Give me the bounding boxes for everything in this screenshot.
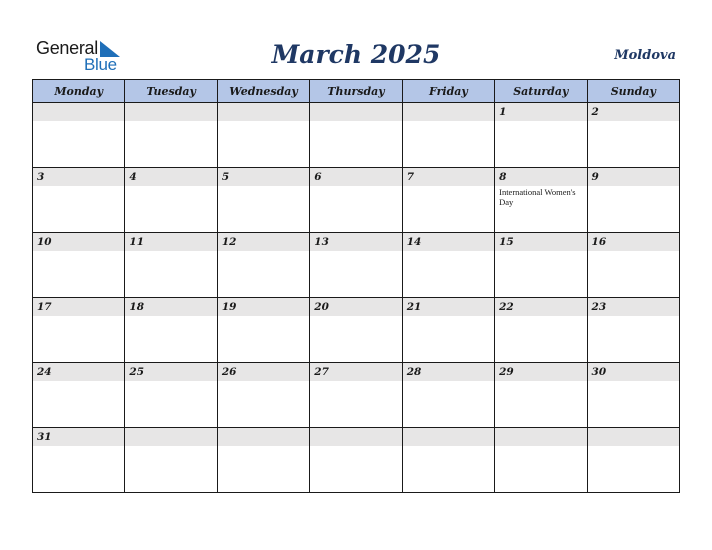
day-cell xyxy=(217,233,309,298)
calendar-grid xyxy=(32,79,680,493)
day-number xyxy=(495,428,586,446)
weekday-header: Tuesday xyxy=(125,80,217,103)
day-number: 14 xyxy=(403,233,494,251)
day-number xyxy=(218,428,309,446)
day-cell xyxy=(125,168,217,233)
logo-text-blue: Blue xyxy=(84,55,117,74)
country-label: Moldova xyxy=(614,48,676,63)
day-cell xyxy=(587,103,679,168)
day-number xyxy=(403,428,494,446)
day-number: 31 xyxy=(33,428,124,446)
day-cell xyxy=(495,233,587,298)
day-number: 28 xyxy=(403,363,494,381)
day-number: 17 xyxy=(33,298,124,316)
day-cell xyxy=(125,103,217,168)
day-cell xyxy=(125,428,217,493)
holiday-label: International Women's Day xyxy=(499,187,576,207)
day-number: 3 xyxy=(33,168,124,186)
week-row xyxy=(33,428,680,493)
day-number: 4 xyxy=(125,168,216,186)
day-cell xyxy=(495,428,587,493)
day-number: 1 xyxy=(495,103,586,121)
day-cell xyxy=(125,233,217,298)
day-cell xyxy=(402,298,494,363)
weekday-header: Monday xyxy=(33,80,125,103)
week-row xyxy=(33,103,680,168)
day-cell xyxy=(310,103,402,168)
day-cell xyxy=(495,298,587,363)
weekday-header: Sunday xyxy=(587,80,679,103)
weekday-header: Saturday xyxy=(495,80,587,103)
day-cell xyxy=(310,428,402,493)
day-number: 7 xyxy=(403,168,494,186)
weekday-header: Thursday xyxy=(310,80,402,103)
day-cell xyxy=(402,233,494,298)
day-cell xyxy=(310,298,402,363)
day-cell xyxy=(495,363,587,428)
day-cell xyxy=(217,103,309,168)
day-cell xyxy=(310,363,402,428)
week-row xyxy=(33,168,680,233)
weekday-header: Wednesday xyxy=(217,80,309,103)
logo-text-general: General xyxy=(36,38,98,58)
day-number xyxy=(218,103,309,121)
day-number: 13 xyxy=(310,233,401,251)
page-title: March 2025 xyxy=(271,40,441,69)
day-cell xyxy=(33,168,125,233)
day-number: 21 xyxy=(403,298,494,316)
day-number: 6 xyxy=(310,168,401,186)
day-number: 8 xyxy=(495,168,586,186)
day-cell xyxy=(587,298,679,363)
day-number xyxy=(125,428,216,446)
day-number: 2 xyxy=(588,103,679,121)
day-number: 10 xyxy=(33,233,124,251)
day-cell xyxy=(217,168,309,233)
day-cell xyxy=(33,103,125,168)
day-number: 26 xyxy=(218,363,309,381)
day-cell xyxy=(587,363,679,428)
day-cell xyxy=(217,298,309,363)
day-number: 16 xyxy=(588,233,679,251)
day-number: 22 xyxy=(495,298,586,316)
day-number: 24 xyxy=(33,363,124,381)
week-row xyxy=(33,298,680,363)
day-number xyxy=(403,103,494,121)
day-number: 27 xyxy=(310,363,401,381)
day-cell xyxy=(402,363,494,428)
week-row xyxy=(33,363,680,428)
day-cell xyxy=(33,233,125,298)
day-number xyxy=(310,428,401,446)
day-number: 11 xyxy=(125,233,216,251)
day-cell xyxy=(310,168,402,233)
day-cell xyxy=(402,103,494,168)
day-cell xyxy=(495,168,587,233)
day-number: 23 xyxy=(588,298,679,316)
weekday-header-row xyxy=(33,80,680,103)
day-cell xyxy=(125,298,217,363)
day-cell xyxy=(402,428,494,493)
day-cell xyxy=(587,168,679,233)
day-number: 15 xyxy=(495,233,586,251)
day-number xyxy=(310,103,401,121)
day-cell xyxy=(310,233,402,298)
day-cell xyxy=(402,168,494,233)
day-cell xyxy=(587,233,679,298)
day-number: 5 xyxy=(218,168,309,186)
day-cell xyxy=(125,363,217,428)
day-number: 9 xyxy=(588,168,679,186)
day-cell xyxy=(33,428,125,493)
day-number: 19 xyxy=(218,298,309,316)
day-cell xyxy=(587,428,679,493)
week-row xyxy=(33,233,680,298)
day-cell xyxy=(217,428,309,493)
day-cell xyxy=(33,363,125,428)
day-number: 20 xyxy=(310,298,401,316)
day-number: 29 xyxy=(495,363,586,381)
day-cell xyxy=(33,298,125,363)
day-cell xyxy=(217,363,309,428)
day-number xyxy=(125,103,216,121)
day-number: 30 xyxy=(588,363,679,381)
day-number xyxy=(33,103,124,121)
day-number: 18 xyxy=(125,298,216,316)
day-cell xyxy=(495,103,587,168)
day-number: 25 xyxy=(125,363,216,381)
day-number xyxy=(588,428,679,446)
day-number: 12 xyxy=(218,233,309,251)
weekday-header: Friday xyxy=(402,80,494,103)
